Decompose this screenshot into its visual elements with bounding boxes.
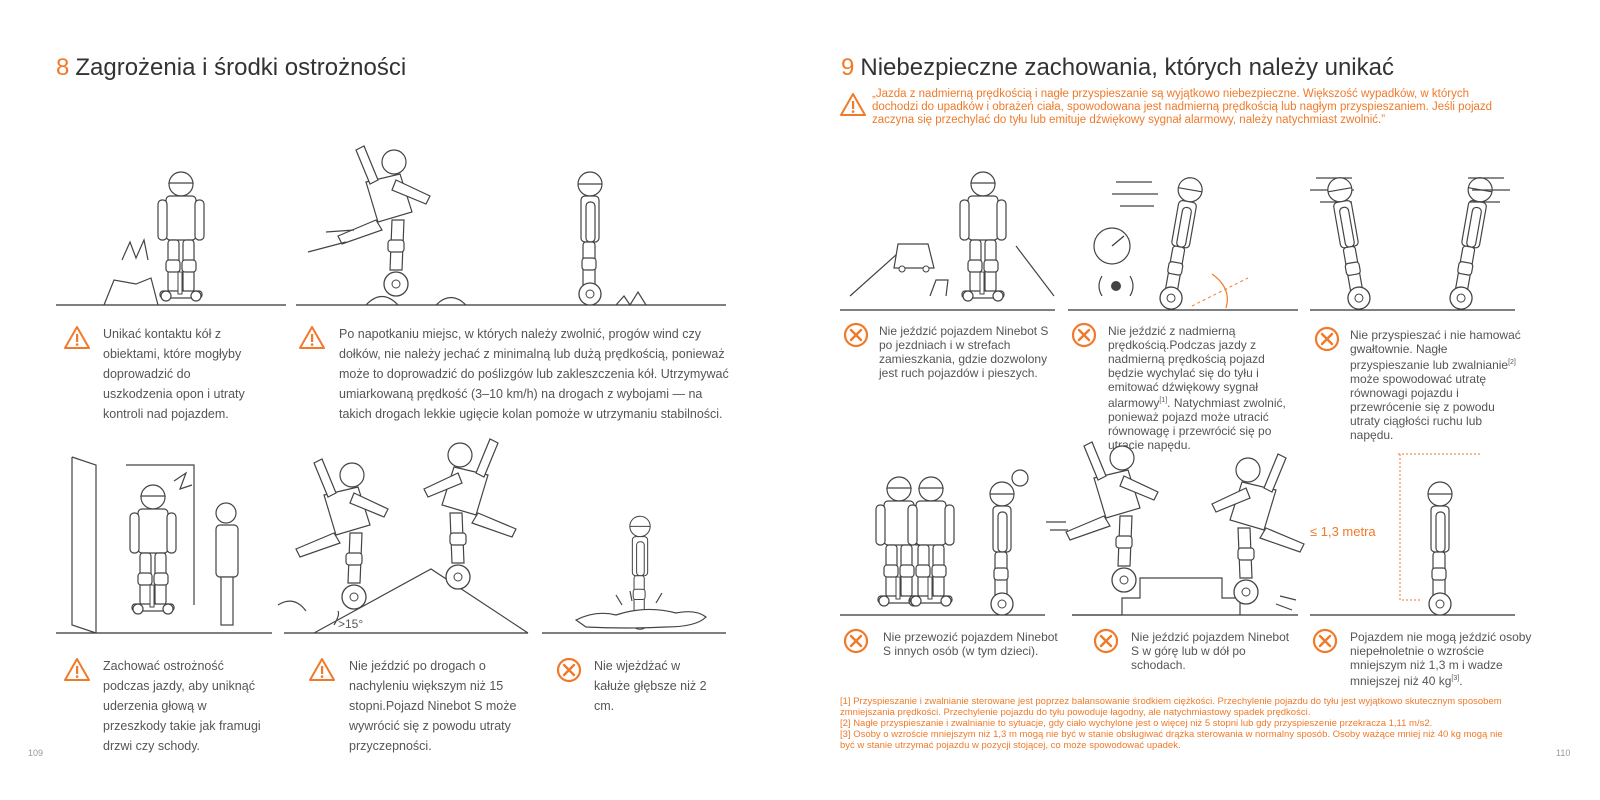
page-number-left: 109 xyxy=(28,748,44,758)
prohibited-icon xyxy=(1071,322,1097,348)
illustration-road xyxy=(850,172,1054,301)
section-number: 9 xyxy=(841,54,855,81)
illustration-slope xyxy=(278,439,528,633)
illustrations-row-bottom-right xyxy=(840,450,1515,622)
warning-triangle-icon xyxy=(299,325,325,351)
caption-puddle: Nie wjeżdżać w kałuże głębsze niż 2 cm. xyxy=(594,659,707,713)
prohibited-icon xyxy=(843,628,869,654)
illustrations-row-bottom-left xyxy=(56,455,726,640)
caption-slope: Nie jeździć po drogach o nachyleniu większym niż 15 stopni.Pojazd Ninebot S może wywrócić się z powodu utraty przyczepności. xyxy=(349,659,517,753)
illustration-sudden-braking xyxy=(1310,176,1510,311)
warning-triangle-icon xyxy=(840,92,866,118)
prohibited-icon xyxy=(1093,628,1119,654)
prohibited-icon xyxy=(843,322,869,348)
caption-speed: Nie jeździć z nadmierną prędkością.Podczas jazdy z nadmierną prędkością pojazd będzie wychylać się do tyłu i emitować dźwiękowy sygnał alarmowy[1]. Natychmiast zwolnić, ponieważ pojazd może utracić równowagę i przewrócić się po utracie napędu. xyxy=(1108,324,1286,452)
footnote-3: [3] Osoby o wzroście mniejszym niż 1,3 m mogą nie być w stanie obsługiwać drążka sterowania w normalny sposób. Osoby ważące mniej niż 40 kg mogą nie być w stanie utrzymać pojazdu w pozycji stojącej, co może spowodować upadek. xyxy=(840,729,1503,751)
section-number: 8 xyxy=(56,54,70,81)
illustration-obstacle xyxy=(104,172,204,305)
illustration-speed xyxy=(1094,176,1248,311)
illustration-passengers xyxy=(876,470,1068,615)
left-page-title xyxy=(56,54,406,82)
caption-bumps: Po napotkaniu miejsc, w których należy zwolnić, progów wind czy dołków, nie należy jechać z minimalną lub dużą prędkością, ponieważ może to doprowadzić do poślizgów lub zakleszczenia kół. Utrzymywać umiarkowaną prędkość (3–10 km/h) na drogach z wybojami — na takich drogach lekkie ugięcie kolan pomoże w utrzymaniu stabilności. xyxy=(339,327,729,421)
illustration-bump-fall xyxy=(308,146,466,305)
section-title: Zagrożenia i środki ostrożności xyxy=(75,54,407,81)
caption-height: Pojazdem nie mogą jeździć osoby niepełnoletnie o wzroście mniejszym niż 1,3 m i wadze mniejszej niż 40 kg[3]. xyxy=(1350,630,1532,688)
caption-passengers: Nie przewozić pojazdem Ninebot S innych osób (w tym dzieci). xyxy=(883,630,1058,658)
illustrations-row-top-right xyxy=(840,138,1515,318)
page-number-right: 110 xyxy=(1556,748,1571,758)
prohibited-icon xyxy=(1314,326,1340,352)
warning-triangle-icon xyxy=(64,657,90,683)
right-page-title xyxy=(841,54,1394,82)
prohibited-icon xyxy=(556,657,582,683)
speed-warning-note: „Jazda z nadmierną prędkością i nagłe przyspieszanie są wyjątkowo niebezpieczne. Większość wypadków, w których dochodzi do upadków i obrażeń ciała, spowodowana jest nadmierną prędkością lub nagłym przyspieszaniem. Jeśli pojazd zaczyna się przechylać do tyłu lub emituje dźwiękowy sygnał alarmowy, należy natychmiast zwolnić.” xyxy=(872,88,1493,126)
footnote-1: [1] Przyspieszanie i zwalnianie sterowane jest poprzez balansowanie środkiem ciężkości. Przechylenie pojazdu do tyłu jest wyjątkowo skutecznym sposobem zmniejszania prędkości. Przechylenie pojazdu do tyłu powoduje łagodny, ale natychmiastowy spadek prędkości. xyxy=(840,696,1502,718)
warning-triangle-icon xyxy=(309,657,335,683)
caption-road: Nie jeździć pojazdem Ninebot S po jezdniach i w strefach zamieszkania, gdzie dozwolony jest ruch pojazdów i pieszych. xyxy=(879,324,1049,380)
footnotes xyxy=(840,696,1520,751)
illustrations-row-top-left xyxy=(56,110,726,310)
caption-door-frame: Zachować ostrożność podczas jazdy, aby uniknąć uderzenia głową w przeszkody takie jak framugi drzwi czy schody. xyxy=(103,659,261,753)
warning-triangle-icon xyxy=(64,325,90,351)
illustration-door-frame xyxy=(72,457,238,633)
illustration-height xyxy=(1398,454,1480,615)
caption-sudden-braking: Nie przyspieszać i nie hamować gwałtownie. Nagłe przyspieszanie lub zwalnianie[2] może spowodować utratę równowagi pojazdu i przewrócenie się z powodu utraty ciągłości ruchu lub napędu. xyxy=(1350,328,1521,442)
caption-stairs: Nie jeździć pojazdem Ninebot S w górę lub w dół po schodach. xyxy=(1131,630,1290,672)
height-limit-label: ≤ 1,3 metra xyxy=(1310,524,1376,539)
caption-obstacle: Unikać kontaktu kół z obiektami, które mogłyby doprowadzić do uszkodzenia opon i utraty kontroli nad pojazdem. xyxy=(103,327,245,421)
prohibited-icon xyxy=(1312,628,1338,654)
illustration-rider-side xyxy=(578,172,646,305)
footnote-2: [2] Nagłe przyspieszanie i zwalnianie to sytuacje, gdy ciało wychylone jest o więcej niż 5 stopni lub gdy przyspieszenie przekracza 1,11 m/s2. xyxy=(840,718,1433,729)
slope-angle-label: >15° xyxy=(338,617,364,631)
illustration-puddle xyxy=(576,516,706,629)
section-title: Niebezpieczne zachowania, których należy unikać xyxy=(860,54,1394,81)
illustration-stairs xyxy=(1066,442,1304,615)
